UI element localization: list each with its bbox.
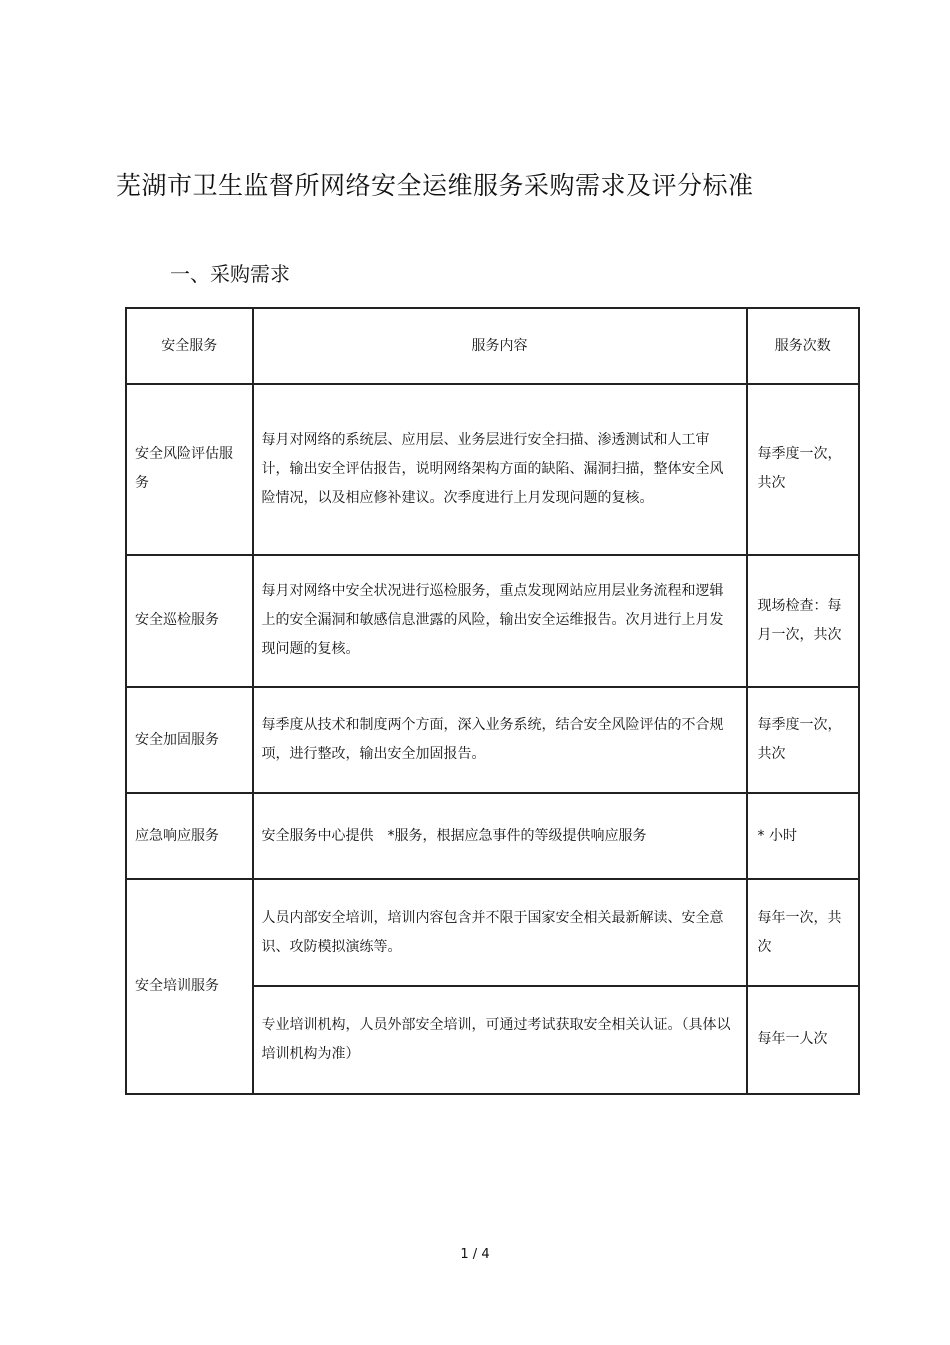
service-content: 每月对网络的系统层、应用层、业务层进行安全扫描、渗透测试和人工审计，输出安全评估报告，说明网络架构方面的缺陷、漏洞扫描，整体安全风险情况，以及相应修补建议。次季度进行上月发现问题的复核。 (261, 431, 724, 506)
service-cell (126, 879, 253, 1094)
content-cell (253, 986, 747, 1094)
service-name: 安全风险评估服务 (135, 446, 233, 492)
table-row (126, 384, 859, 554)
service-count: 每季度一次，共次 (757, 717, 842, 763)
table-header-row (126, 308, 859, 384)
service-name: 安全培训服务 (135, 978, 219, 995)
content-cell (253, 687, 747, 793)
page-number: 1 / 4 (460, 1247, 490, 1262)
table-row (126, 555, 859, 687)
content-cell (253, 384, 747, 554)
service-count: 每年一人次 (757, 1031, 828, 1048)
service-cell (126, 687, 253, 793)
service-count: 现场检查：每月一次，共次 (757, 597, 842, 643)
header-content: 服务内容 (253, 308, 747, 384)
service-count: 每季度一次，共次 (757, 446, 842, 492)
content-cell (253, 555, 747, 687)
service-count: * 小时 (757, 827, 797, 844)
service-name: 应急响应服务 (135, 827, 219, 844)
service-name: 安全巡检服务 (135, 612, 219, 629)
service-cell (126, 555, 253, 687)
header-count: 服务次数 (747, 308, 859, 384)
service-content: 每季度从技术和制度两个方面，深入业务系统，结合安全风险评估的不合规项，进行整改，输出安全加固报告。 (261, 717, 724, 763)
count-cell (747, 793, 859, 879)
table-row (126, 793, 859, 879)
count-cell (747, 986, 859, 1094)
document-title: 芜湖市卫生监督所网络安全运维服务采购需求及评分标准 (116, 171, 754, 200)
service-cell (126, 793, 253, 879)
service-content: 每月对网络中安全状况进行巡检服务，重点发现网站应用层业务流程和逻辑上的安全漏洞和敏感信息泄露的风险，输出安全运维报告。次月进行上月发现问题的复核。 (261, 583, 724, 658)
service-cell (126, 384, 253, 554)
procurement-requirements-table-wrapper (125, 307, 860, 1095)
section-heading: 一、采购需求 (170, 262, 290, 286)
service-name: 安全加固服务 (135, 731, 219, 748)
content-cell (253, 879, 747, 985)
count-cell (747, 879, 859, 985)
table-row (126, 879, 859, 985)
count-cell (747, 555, 859, 687)
procurement-requirements-table (125, 307, 860, 1095)
service-content: 人员内部安全培训，培训内容包含并不限于国家安全相关最新解读、安全意识、攻防模拟演练等。 (261, 909, 724, 955)
count-cell (747, 687, 859, 793)
service-content: 专业培训机构，人员外部安全培训，可通过考试获取安全相关认证。（具体以培训机构为准） (261, 1016, 731, 1062)
table-row (126, 687, 859, 793)
service-content: 安全服务中心提供 *服务，根据应急事件的等级提供响应服务 (261, 827, 647, 844)
content-cell (253, 793, 747, 879)
header-service: 安全服务 (126, 308, 253, 384)
service-count: 每年一次，共次 (757, 909, 842, 955)
count-cell (747, 384, 859, 554)
